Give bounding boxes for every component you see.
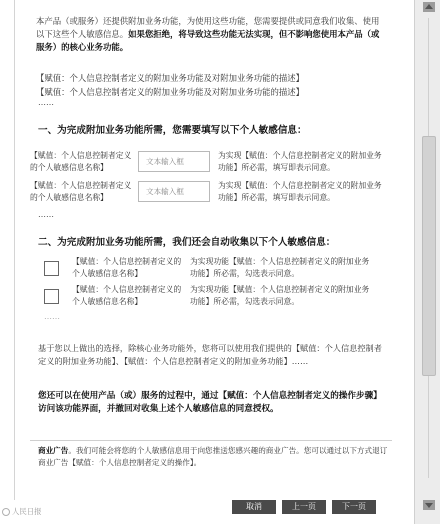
purpose-text: 为实现【赋值：个人信息控制者定义的附加业务功能】所必需，填写即表示同意。 [218, 181, 382, 202]
intro-paragraph [36, 15, 386, 54]
sensitive-info-input[interactable] [138, 151, 210, 172]
watermark [2, 506, 42, 517]
basis-paragraph: 基于您以上做出的选择，除核心业务功能外，您将可以使用我们提供的【赋值：个人信息控制者定义的附加业务功能】、【赋值：个人信息控制者定义的附加业务功能】…… [38, 343, 382, 366]
watermark-text: 人民日报 [12, 507, 42, 516]
scroll-up-arrow-icon[interactable] [423, 2, 435, 12]
consent-checkbox[interactable] [44, 261, 59, 276]
watermark-logo-icon [2, 508, 10, 516]
section-title-auto-collect: 二、为完成附加业务功能所需，我们还会自动收集以下个人敏感信息： [38, 237, 336, 248]
purpose-text: 为实现【赋值：个人信息控制者定义的附加业务功能】所必需，填写即表示同意。 [218, 151, 382, 172]
next-page-button[interactable]: 下一页 [332, 500, 376, 514]
divider [30, 440, 392, 441]
feature-assign-line: 【赋值：个人信息控制者定义的附加业务功能及对附加业务功能的描述】 [36, 87, 304, 97]
sensitive-info-input[interactable] [138, 181, 210, 202]
ellipsis: …… [38, 210, 54, 219]
scrollbar-thumb[interactable] [422, 136, 436, 376]
button-bar [232, 500, 376, 514]
feature-assign-line: 【赋值：个人信息控制者定义的附加业务功能及对附加业务功能的描述】 [36, 73, 304, 83]
sensitive-info-label: 【赋值：个人信息控制者定义的个人敏感信息名称】 [72, 257, 182, 278]
vertical-scrollbar[interactable] [414, 0, 440, 524]
ellipsis: …… [38, 98, 54, 107]
withdraw-consent-paragraph: 您还可以在使用产品（或）服务的过程中，通过【赋值：个人信息控制者定义的操作步骤】访问该功能界面，并撤回对收集上述个人敏感信息的同意授权。 [38, 391, 382, 414]
intro-text: 本产品（或服务）还提供附加业务功能，为使用这些功能，您需要提供或同意我们收集、使用以下这些个人敏感信息。 [36, 16, 380, 39]
ad-notice [38, 445, 390, 468]
ellipsis: …… [44, 312, 60, 321]
consent-checkbox-row [42, 256, 386, 284]
ad-label: 商业广告 [38, 446, 69, 455]
sensitive-info-label: 【赋值：个人信息控制者定义的个人敏感信息名称】 [72, 285, 182, 306]
consent-checkbox[interactable] [44, 289, 59, 304]
cancel-button[interactable]: 取消 [232, 500, 276, 514]
intro-bold-text: 如果您拒绝，将导致这些功能无法实现，但不影响您使用本产品（或服务）的核心业务功能。 [36, 29, 380, 52]
purpose-text: 为实现功能【赋值：个人信息控制者定义的附加业务功能】所必需，勾选表示同意。 [190, 257, 370, 278]
button-spacer [327, 500, 331, 514]
fill-in-row [30, 150, 390, 174]
left-border [14, 0, 15, 500]
fill-in-row [30, 180, 390, 204]
sensitive-info-label: 【赋值：个人信息控制者定义的个人敏感信息名称】 [30, 151, 132, 172]
purpose-text: 为实现功能【赋值：个人信息控制者定义的附加业务功能】所必需，勾选表示同意。 [190, 285, 370, 306]
scroll-down-arrow-icon[interactable] [423, 500, 435, 510]
ad-text: 。我们可能会将您的个人敏感信息用于向您推送您感兴趣的商业广告。您可以通过以下方式退订商业广告【赋值：个人信息控制者定义的操作】。 [38, 446, 388, 467]
consent-checkbox-row [42, 284, 386, 312]
prev-page-button[interactable]: 上一页 [282, 500, 326, 514]
button-spacer [277, 500, 281, 514]
sensitive-info-label: 【赋值：个人信息控制者定义的个人敏感信息名称】 [30, 181, 132, 202]
section-title-fill-in: 一、为完成附加业务功能所需，您需要填写以下个人敏感信息： [38, 125, 307, 136]
